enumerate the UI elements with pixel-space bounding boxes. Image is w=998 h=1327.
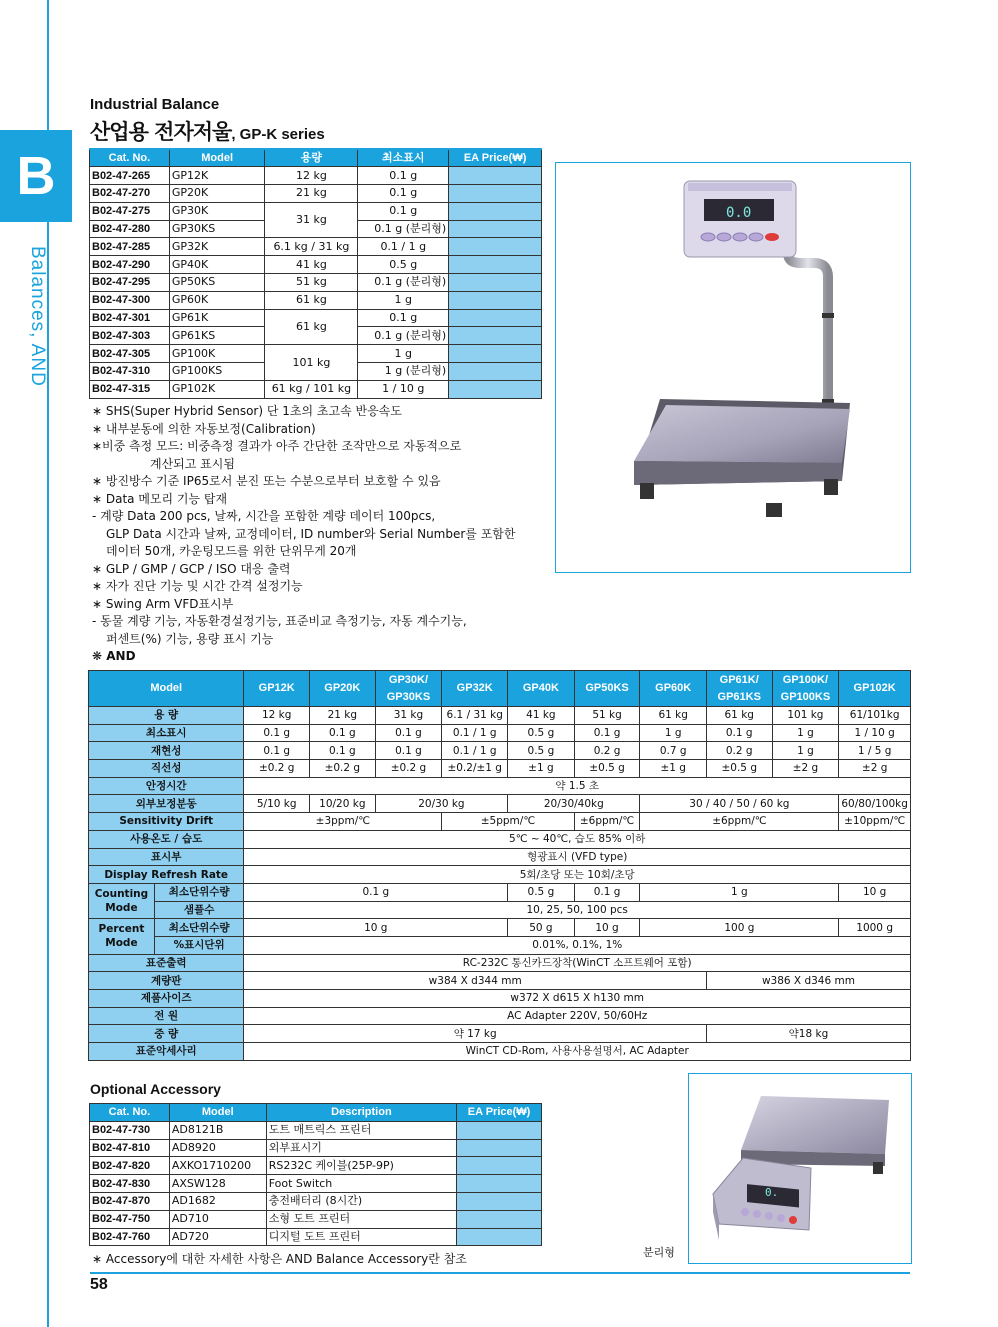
model: GP12K [169,167,265,185]
spec-cell: 101 kg [772,707,839,725]
model: GP50KS [169,274,265,292]
title-korean: 산업용 전자저울 [90,120,232,144]
spec-header-row [89,671,911,707]
list-item: - 계량 Data 200 pcs, 날짜, 시간을 포함한 계량 데이터 100pcs, [92,509,436,523]
model-header: GP60K [640,671,706,707]
description: Foot Switch [266,1175,456,1193]
row-label: 최소단위수량 [154,883,244,901]
capacity: 101 kg [265,345,358,381]
spec-row-sample [89,901,911,919]
min-display: 1 g [358,345,449,363]
list-item: 데이터 50개, 카운팅모드를 위한 단위무게 20개 [106,544,357,558]
spec-cell: ±0.2/±1 g [442,760,508,778]
row-label: 외부보정분동 [89,795,244,813]
row-label: 중 량 [89,1025,244,1043]
spec-cell: 10/20 kg [309,795,375,813]
row-label: 최소단위수량 [154,919,244,937]
catalog-header-row [90,149,542,167]
spec-row-ext [89,795,911,813]
row-label: 제품사이즈 [89,990,244,1008]
spec-cell: ±0.2 g [244,760,310,778]
spec-row-pct-disp [89,936,911,954]
description: 충전배터리 (8시간) [266,1192,456,1210]
list-item: - 동물 계량 기능, 자동환경설정기능, 표준비교 측정기능, 자동 계수기능, [92,614,467,628]
spec-cell: 0.1 g [375,742,442,760]
col-header: Model [169,1104,266,1122]
col-header: Cat. No. [90,1104,170,1122]
spec-cell: 1 / 5 g [839,742,911,760]
min-display: 1 g [358,291,449,309]
price-cell [449,274,542,292]
spec-cell: 0.1 g [375,724,442,742]
col-header: Description [266,1104,456,1122]
spec-cell: 1 g [640,883,839,901]
feature-list [92,403,542,666]
min-display: 0.1 g (분리형) [358,327,449,345]
spec-cell: 31 kg [375,707,442,725]
optional-accessory-title: Optional Accessory [90,1081,221,1097]
cat-no: B02-47-760 [90,1228,170,1246]
capacity: 12 kg [265,167,358,185]
row-label: 재현성 [89,742,244,760]
capacity: 31 kg [265,202,358,238]
row-label: 계량판 [89,972,244,990]
list-item: ❋ AND [92,649,136,663]
model: GP30KS [169,220,265,238]
price-cell [457,1157,542,1175]
list-item: ∗ Data 메모리 기능 탑재 [92,491,228,506]
col-header: 최소표시 [358,149,449,167]
model-header: GP30K/ GP30KS [375,671,442,707]
photo-caption: 분리형 [643,1246,675,1259]
spec-cell: ±0.5 g [706,760,772,778]
catalog-table [89,148,542,399]
section-tab: B [0,130,72,222]
page-title [90,116,325,146]
spec-cell: 0.5 g [508,883,574,901]
table-row [90,1157,542,1175]
model-header: GP50KS [574,671,640,707]
row-group-label: Percent Mode [89,919,155,954]
spec-cell: 0.1 g [244,883,508,901]
product-photo-separate [688,1073,912,1264]
spec-cell: 1 g [772,742,839,760]
model: AXSW128 [169,1175,266,1193]
balance-illustration [556,163,910,572]
cat-no: B02-47-275 [90,202,170,220]
spec-cell: 41 kg [508,707,574,725]
accessory-note: ∗ Accessory에 대한 자세한 사항은 AND Balance Accessory란 참조 [92,1252,467,1266]
spec-cell: 약18 kg [706,1025,910,1043]
spec-cell: 5회/초당 또는 10회/초당 [244,866,911,884]
price-cell [457,1228,542,1246]
price-cell [457,1192,542,1210]
spec-cell: 61/101kg [839,707,911,725]
table-row [90,345,542,363]
model: AXKO1710200 [169,1157,266,1175]
col-header: Model [169,149,265,167]
model: GP60K [169,291,265,309]
spec-cell: 1 / 10 g [839,724,911,742]
model: GP102K [169,380,265,398]
title-series: , GP-K series [231,126,325,143]
spec-cell: 5/10 kg [244,795,310,813]
spec-cell: 0.1 g [244,742,310,760]
cat-no: B02-47-303 [90,327,170,345]
spec-row-refresh [89,866,911,884]
cat-no: B02-47-830 [90,1175,170,1193]
list-item: ∗ 자가 진단 기능 및 시간 간격 설정기능 [92,579,303,593]
accessory-table [89,1103,542,1246]
table-row [90,1192,542,1210]
min-display: 0.1 g [358,309,449,327]
table-row [90,291,542,309]
col-header: Model [89,671,244,707]
row-label: 직선성 [89,760,244,778]
spec-cell: 0.1 g [706,724,772,742]
model-header: GP32K [442,671,508,707]
cat-no: B02-47-870 [90,1192,170,1210]
price-cell [449,185,542,203]
capacity: 21 kg [265,185,358,203]
spec-row-temp [89,830,911,848]
capacity: 61 kg [265,291,358,309]
table-row [90,1139,542,1157]
spec-cell: 형광표시 (VFD type) [244,848,911,866]
cat-no: B02-47-300 [90,291,170,309]
col-header: EA Price(₩) [449,149,542,167]
spec-cell: ±1 g [508,760,574,778]
table-row [90,1175,542,1193]
spec-cell: w386 X d346 mm [706,972,910,990]
cat-no: B02-47-270 [90,185,170,203]
price-cell [449,309,542,327]
list-item: ∗ 방진방수 기준 IP65로서 분진 또는 수분으로부터 보호할 수 있음 [92,474,441,488]
cat-no: B02-47-730 [90,1121,170,1139]
accessory-header-row [90,1104,542,1122]
spec-cell: 0.5 g [508,742,574,760]
row-label: Display Refresh Rate [89,866,244,884]
price-cell [449,291,542,309]
spec-cell: w384 X d344 mm [244,972,707,990]
row-label: 전 원 [89,1007,244,1025]
model-header: GP100K/ GP100KS [772,671,839,707]
model: AD8121B [169,1121,266,1139]
row-label: 표준출력 [89,954,244,972]
spec-cell: 0.1 g [574,883,640,901]
spec-cell: 21 kg [309,707,375,725]
spec-cell: AC Adapter 220V, 50/60Hz [244,1007,911,1025]
price-cell [457,1210,542,1228]
model: GP61KS [169,327,265,345]
table-row [90,1228,542,1246]
spec-cell: 0.2 g [706,742,772,760]
price-cell [449,167,542,185]
price-cell [457,1139,542,1157]
spec-cell: 10 g [244,919,508,937]
min-display: 1 g (분리형) [358,363,449,381]
spec-cell: ±5ppm/℃ [442,813,574,831]
spec-cell: ±6ppm/℃ [574,813,640,831]
table-row [90,380,542,398]
min-display: 1 / 10 g [358,380,449,398]
model-header: GP61K/ GP61KS [706,671,772,707]
spec-row-repeat [89,742,911,760]
cat-no: B02-47-285 [90,238,170,256]
row-label: 안정시간 [89,777,244,795]
spec-row-acc [89,1043,911,1061]
description: 외부표시기 [266,1139,456,1157]
min-display: 0.1 / 1 g [358,238,449,256]
col-header: 용량 [265,149,358,167]
row-group-label: Counting Mode [89,883,155,918]
list-item: ∗ SHS(Super Hybrid Sensor) 단 1초의 초고속 반응속도 [92,404,402,418]
spec-cell: 1000 g [839,919,911,937]
list-item: 퍼센트(%) 기능, 용량 표시 기능 [106,631,274,646]
spec-cell: 1 g [772,724,839,742]
price-cell [449,327,542,345]
description: 소형 도트 프린터 [266,1210,456,1228]
vfd-readout: 0. [765,1186,779,1199]
spec-cell: 0.2 g [574,742,640,760]
cat-no: B02-47-301 [90,309,170,327]
description: 도트 매트릭스 프린터 [266,1121,456,1139]
spec-cell: ±2 g [839,760,911,778]
vfd-readout: 0.0 [726,205,752,221]
spec-row-pan [89,972,911,990]
model: GP40K [169,256,265,274]
balance-illustration [689,1074,911,1263]
row-label: 최소표시 [89,724,244,742]
model: GP32K [169,238,265,256]
capacity: 51 kg [265,274,358,292]
model-header: GP102K [839,671,911,707]
cat-no: B02-47-265 [90,167,170,185]
model: GP100KS [169,363,265,381]
spec-cell: 0.1 g [244,724,310,742]
spec-row-size [89,990,911,1008]
cat-no: B02-47-305 [90,345,170,363]
spec-row-stab [89,777,911,795]
capacity: 6.1 kg / 31 kg [265,238,358,256]
list-item: ∗비중 측정 모드: 비중측정 결과가 아주 간단한 조작만으로 자동적으로 [92,439,462,453]
spec-row-drift [89,813,911,831]
row-label: %표시단위 [154,936,244,954]
spec-row-power [89,1007,911,1025]
spec-cell: ±0.2 g [309,760,375,778]
min-display: 0.1 g [358,202,449,220]
spec-cell: w372 X d615 X h130 mm [244,990,911,1008]
spec-cell: 51 kg [574,707,640,725]
model: GP100K [169,345,265,363]
cat-no: B02-47-750 [90,1210,170,1228]
spec-cell: 0.1 g [309,742,375,760]
table-row [90,202,542,220]
spec-cell: 6.1 / 31 kg [442,707,508,725]
min-display: 0.1 g [358,167,449,185]
min-display: 0.1 g (분리형) [358,220,449,238]
spec-cell: 0.1 g [309,724,375,742]
spec-table [88,670,911,1061]
page-subtitle: Industrial Balance [90,96,220,113]
min-display: 0.1 g (분리형) [358,274,449,292]
cat-no: B02-47-290 [90,256,170,274]
cat-no: B02-47-310 [90,363,170,381]
table-row [90,1121,542,1139]
row-label: 표준악세사리 [89,1043,244,1061]
price-cell [457,1121,542,1139]
spec-row-min [89,724,911,742]
capacity: 61 kg / 101 kg [265,380,358,398]
model-header: GP12K [244,671,310,707]
spec-cell: 50 g [508,919,574,937]
spec-cell: 10 g [839,883,911,901]
description: 디지털 도트 프린터 [266,1228,456,1246]
price-cell [457,1175,542,1193]
col-header: EA Price(₩) [457,1104,542,1122]
spec-cell: RC-232C 통신카드장착(WinCT 소프트웨어 포함) [244,954,911,972]
spec-cell: 0.01%, 0.1%, 1% [244,936,911,954]
spec-row-linear [89,760,911,778]
spec-cell: 1 g [640,724,706,742]
row-label: Sensitivity Drift [89,813,244,831]
col-header: Cat. No. [90,149,170,167]
spec-cell: ±1 g [640,760,706,778]
spec-cell: ±2 g [772,760,839,778]
spec-row-capacity [89,707,911,725]
list-item: 계산되고 표시됨 [150,456,235,471]
spec-cell: 12 kg [244,707,310,725]
spec-cell: 0.1 g [574,724,640,742]
table-row [90,274,542,292]
spec-cell: 20/30/40kg [508,795,640,813]
table-row [90,238,542,256]
spec-row-weight [89,1025,911,1043]
spec-cell: 100 g [640,919,839,937]
spec-cell: 0.1 / 1 g [442,724,508,742]
spec-cell: 0.5 g [508,724,574,742]
min-display: 0.5 g [358,256,449,274]
spec-cell: 61 kg [706,707,772,725]
model: GP20K [169,185,265,203]
spec-cell: 약 1.5 초 [244,777,911,795]
cat-no: B02-47-295 [90,274,170,292]
footer-rule [90,1272,910,1274]
cat-no: B02-47-280 [90,220,170,238]
spec-cell: ±10ppm/℃ [839,813,911,831]
spec-cell: 0.1 / 1 g [442,742,508,760]
min-display: 0.1 g [358,185,449,203]
model: AD710 [169,1210,266,1228]
spec-cell: ±0.2 g [375,760,442,778]
spec-row-output [89,954,911,972]
list-item: GLP Data 시간과 날짜, 교정데이터, ID number와 Serial Number를 포함한 [106,526,516,541]
price-cell [449,256,542,274]
spec-cell: 20/30 kg [375,795,508,813]
spec-row-count-min [89,883,911,901]
row-label: 사용온도 / 습도 [89,830,244,848]
spec-cell: 5℃ ~ 40℃, 습도 85% 이하 [244,830,911,848]
table-row [90,1210,542,1228]
spec-cell: 60/80/100kg [839,795,911,813]
spec-cell: 30 / 40 / 50 / 60 kg [640,795,839,813]
list-item: ∗ 내부분동에 의한 자동보정(Calibration) [92,421,316,436]
page-number: 58 [90,1276,108,1293]
model: AD8920 [169,1139,266,1157]
spec-cell: WinCT CD-Rom, 사용사용설명서, AC Adapter [244,1043,911,1061]
section-label: Balances, AND [27,246,48,387]
model-header: GP20K [309,671,375,707]
model: GP61K [169,309,265,327]
model: GP30K [169,202,265,220]
price-cell [449,202,542,220]
spec-cell: 10, 25, 50, 100 pcs [244,901,911,919]
price-cell [449,380,542,398]
price-cell [449,363,542,381]
spec-cell: ±0.5 g [574,760,640,778]
table-row [90,256,542,274]
list-item: ∗ Swing Arm VFD표시부 [92,596,234,611]
list-item: ∗ GLP / GMP / GCP / ISO 대응 출력 [92,561,291,576]
row-label: 용 량 [89,707,244,725]
spec-cell: ±6ppm/℃ [640,813,839,831]
spec-cell: 10 g [574,919,640,937]
spec-row-disp [89,848,911,866]
product-photo-swing-arm [555,162,911,573]
price-cell [449,238,542,256]
model-header: GP40K [508,671,574,707]
table-row [90,309,542,327]
capacity: 61 kg [265,309,358,345]
model: AD720 [169,1228,266,1246]
price-cell [449,345,542,363]
spec-cell: ±3ppm/℃ [244,813,442,831]
cat-no: B02-47-810 [90,1139,170,1157]
spec-cell: 0.7 g [640,742,706,760]
table-row [90,185,542,203]
spec-row-pct-min [89,919,911,937]
row-label: 표시부 [89,848,244,866]
cat-no: B02-47-315 [90,380,170,398]
spec-cell: 61 kg [640,707,706,725]
cat-no: B02-47-820 [90,1157,170,1175]
model: AD1682 [169,1192,266,1210]
row-label: 샘플수 [154,901,244,919]
description: RS232C 케이블(25P-9P) [266,1157,456,1175]
price-cell [449,220,542,238]
table-row [90,167,542,185]
spec-cell: 약 17 kg [244,1025,707,1043]
capacity: 41 kg [265,256,358,274]
